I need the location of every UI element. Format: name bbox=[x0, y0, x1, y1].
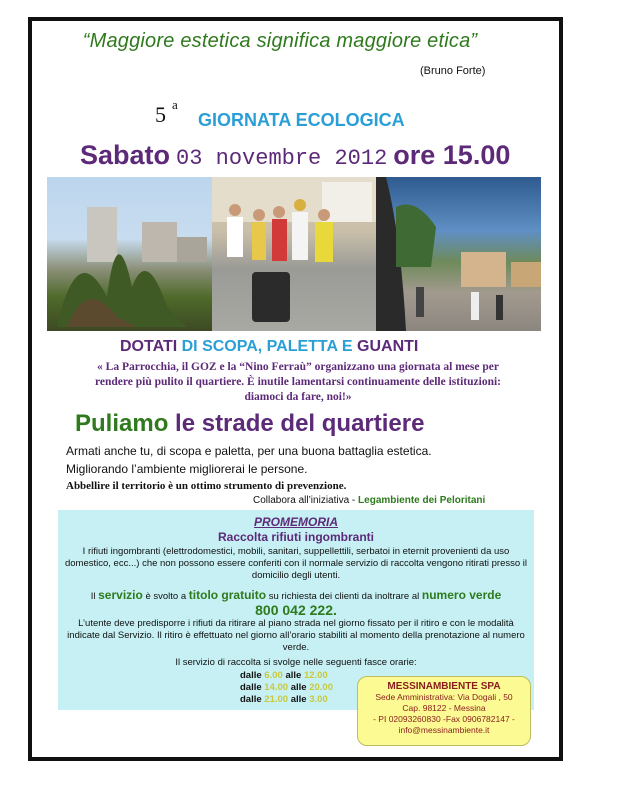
photo-cleanup-vegetation bbox=[47, 177, 212, 331]
photo-strip bbox=[47, 177, 541, 331]
event-day: Sabato bbox=[80, 140, 171, 170]
company-address: Sede Amministrativa: Via Dogali , 50 bbox=[375, 692, 513, 702]
hours-label: alle bbox=[290, 694, 307, 705]
photo-volunteers-group bbox=[212, 177, 376, 331]
hours-label: dalle bbox=[240, 670, 262, 681]
hours-from: 6.00 bbox=[264, 670, 283, 681]
event-date-text: 03 novembre 2012 bbox=[176, 146, 388, 171]
hours-label: dalle bbox=[240, 682, 262, 693]
hours-to: 12.00 bbox=[303, 670, 328, 681]
collaboration-line bbox=[253, 495, 485, 506]
headline bbox=[75, 410, 424, 438]
company-email[interactable]: info@messinambiente.it bbox=[398, 725, 490, 735]
company-city: Cap. 98122 - Messina bbox=[402, 703, 486, 713]
equipment-heading bbox=[120, 338, 418, 356]
hours-row bbox=[240, 670, 333, 682]
toll-free-number: 800 042 222. bbox=[255, 602, 337, 618]
hours-row bbox=[240, 694, 333, 706]
service-text: su richiesta dei clienti da inoltrare al bbox=[268, 591, 420, 602]
edition-number: 5 bbox=[155, 102, 166, 127]
volunteers-illustration bbox=[212, 177, 376, 331]
equipment-heading-a: DOTATI bbox=[120, 338, 178, 355]
hours-from: 21.00 bbox=[264, 694, 289, 705]
messinambiente-contact-box bbox=[357, 676, 531, 746]
collab-org: Legambiente dei Peloritani bbox=[358, 495, 486, 506]
collab-prefix: Collabora all’iniziativa - bbox=[253, 495, 356, 506]
collection-hours bbox=[240, 670, 333, 706]
street-illustration bbox=[376, 177, 541, 331]
hours-to: 3.00 bbox=[309, 694, 328, 705]
quote-author: (Bruno Forte) bbox=[420, 65, 486, 77]
hours-row bbox=[240, 682, 333, 694]
promemoria-paragraph-1: I rifiuti ingombranti (elettrodomestici, mobili, sanitari, suppellettili, serbatoi in eternit provenienti da uso domestico, ecc...) che non possono essere conferiti con il normale servizio di raccolta vengono ritirati presso il domicilio degli utenti. bbox=[64, 546, 528, 581]
event-time: ore 15.00 bbox=[393, 140, 511, 170]
quote: “Maggiore estetica significa maggiore etica” bbox=[82, 30, 478, 52]
headline-a: Puliamo bbox=[75, 410, 169, 437]
free-keyword: titolo gratuito bbox=[188, 588, 267, 602]
headline-b: le strade del quartiere bbox=[175, 410, 425, 437]
vegetation-illustration bbox=[47, 177, 212, 331]
event-date bbox=[80, 140, 510, 171]
equipment-heading-b: DI SCOPA, PALETTA E bbox=[181, 338, 353, 355]
photo-street-people bbox=[376, 177, 541, 331]
service-keyword: servizio bbox=[98, 588, 143, 602]
body-line: Migliorando l’ambiente migliorerai le persone. bbox=[66, 462, 308, 476]
body-line: Armati anche tu, di scopa e paletta, per una buona battaglia estetica. bbox=[66, 444, 432, 458]
hours-from: 14.00 bbox=[264, 682, 289, 693]
toll-free-keyword: numero verde bbox=[421, 588, 502, 602]
service-text: è svolto a bbox=[145, 591, 187, 602]
body-text bbox=[66, 442, 432, 478]
edition-superscript: a bbox=[172, 97, 178, 112]
hours-to: 20.00 bbox=[309, 682, 333, 693]
prevention-line: Abbellire il territorio è un ottimo strumento di prevenzione. bbox=[66, 480, 347, 492]
hours-label: dalle bbox=[240, 694, 262, 705]
promemoria-subtitle: Raccolta rifiuti ingombranti bbox=[217, 530, 374, 544]
promemoria-title: PROMEMORIA bbox=[254, 515, 338, 529]
company-name: MESSINAMBIENTE SPA bbox=[387, 681, 501, 692]
invitation-paragraph: « La Parrocchia, il GOZ e la “Nino Ferraù” organizzano una giornata al mese per rendere più pulito il quartiere. È inutile lamentarsi continuamente delle istituzioni: diamoci da fare, noi!» bbox=[94, 361, 501, 403]
promemoria-paragraph-2: L’utente deve predisporre i rifiuti da ritirare al piano strada nel giorno fissato per il ritiro e con le modalità indicate dal Servizio. Il ritiro è effettuato nel giorno all’orario stabiliti al momento della prenotazione al numero verde. bbox=[67, 618, 525, 653]
hours-label: alle bbox=[285, 670, 302, 681]
equipment-heading-c: GUANTI bbox=[357, 338, 419, 355]
promemoria-paragraph-3: Il servizio di raccolta si svolge nelle seguenti fasce orarie: bbox=[175, 657, 417, 668]
service-text: Il bbox=[90, 591, 96, 602]
event-title: GIORNATA ECOLOGICA bbox=[198, 110, 405, 130]
company-fiscal: - PI 02093260830 -Fax 0906782147 - bbox=[373, 714, 515, 724]
service-line bbox=[64, 588, 528, 602]
hours-label: alle bbox=[290, 682, 307, 693]
